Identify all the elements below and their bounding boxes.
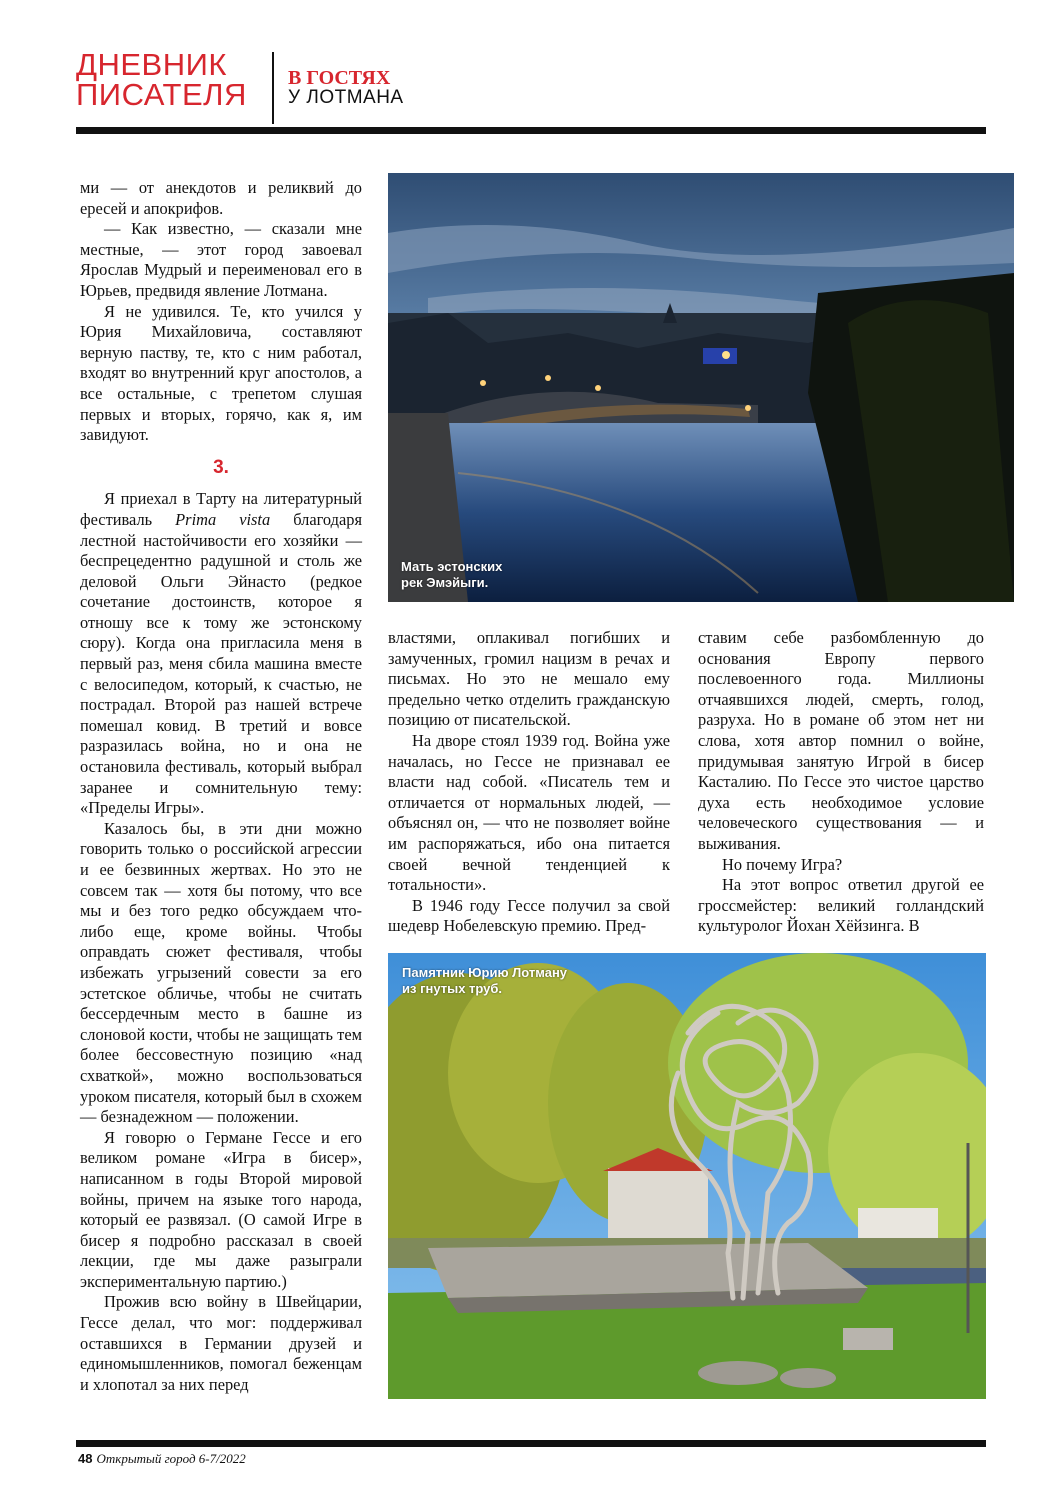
- photo-emajogi-river: [388, 173, 1014, 602]
- section-title-line1: ДНЕВНИК: [76, 47, 227, 82]
- caption-line: рек Эмэйыги.: [401, 575, 489, 590]
- paragraph: Казалось бы, в эти дни можно говорить только о российской агрессии и ее безвинных жертвах. Но это не совсем так — хотя бы потому, что все мы и без того редко обсуждаем что-либо еще, кроме войны. Чтобы оправдать сюжет фестиваля, чтобы избежать угрызений совести за его эстетское обличье, чтобы не считать бессердечным место в башне из слоновой кости, чтобы не защищать тем более бессовестную позицию «над схваткой», можно воспользоваться уроком писателя, который был в схожем — безнадежном — положении.: [80, 818, 362, 1127]
- top-rule: [76, 127, 986, 134]
- header-divider: [272, 52, 274, 124]
- paragraph: Я говорю о Германе Гессе и его великом романе «Игра в бисер», написанном в годы Второй мировой войны, причем на языке того народа, который ее развязал. (О самой Игре в бисер я подробно рассказал в своей лекции, где мы даже разыграли экспериментальную партию.): [80, 1127, 362, 1291]
- page-header: [76, 47, 986, 130]
- rubric-title: [288, 68, 404, 108]
- caption-line: Мать эстонских: [401, 559, 503, 574]
- paragraph: Я не удивился. Те, кто учился у Юрия Михайловича, составляют верную паству, те, кто с ним работал, входят во внутренний круг апостолов, а все остальные, с трепетом слушая первых и вторых, горячо, как я, им завидуют.: [80, 301, 362, 445]
- paragraph: [80, 489, 362, 819]
- section-number: 3.: [213, 456, 229, 478]
- paragraph: На дворе стоял 1939 год. Война уже началась, но Гессе не признавал ее власти над собой. «Писатель тем и отличается от нормальных людей, — объяснял он, — что не позволяет войне им распоряжаться, ибо она питается своей вечной тенденцией к тотальности».: [388, 730, 670, 895]
- photo-caption: [402, 965, 567, 997]
- article-column-3: [698, 628, 984, 937]
- article-column-1: [80, 178, 362, 1395]
- article-column-2: [388, 628, 670, 937]
- caption-line: Памятник Юрию Лотману: [402, 965, 568, 980]
- paragraph-text: благодаря лестной настойчивости его хозяйки — беспрецедентно радушной и столь же деловой Ольги Эйнасто (редкое сочетание достоинств, которое я отношу все к тому же эстонскому сюру). Когда она пригласила меня в первый раз, меня сбила машина вместе с велосипедом, который, к счастью, не пострадал. Второй раз нашей встрече помешал ковид. В третий и вовсе разразилась война, но и она не остановила фестиваль, который выбрал заранее и сомнительную тему: «Пределы Игры».: [80, 509, 362, 818]
- photo-caption: [401, 559, 502, 591]
- page-number: 48: [78, 1451, 93, 1466]
- paragraph: На этот вопрос ответил другой ее гроссмейстер: великий голландский культуролог Йохан Хёйзинга. В: [698, 875, 984, 936]
- page-footer: [78, 1451, 246, 1467]
- paragraph: — Как известно, — сказали мне местные, — этот город завоевал Ярослав Мудрый и переименовал его в Юрьев, предвидя явление Лотмана.: [80, 219, 362, 300]
- rubric-name: В ГОСТЯХ: [288, 67, 391, 89]
- bottom-rule: [76, 1440, 986, 1447]
- paragraph: В 1946 году Гессе получил за свой шедевр Нобелевскую премию. Пред-: [388, 895, 670, 936]
- magazine-issue: Открытый город 6-7/2022: [96, 1451, 246, 1466]
- section-title-line2: ПИСАТЕЛЯ: [76, 77, 247, 112]
- river-photo-image: [388, 173, 1014, 602]
- photo-lotman-monument: [388, 953, 986, 1399]
- section-title: [76, 47, 266, 112]
- paragraph: Прожив всю войну в Швейцарии, Гессе делал, что мог: поддерживал оставшихся в Германии друзей и единомышленников, помогал беженцам и хлопотал за них перед: [80, 1292, 362, 1394]
- caption-line: из гнутых труб.: [402, 981, 503, 996]
- rubric-subtitle: У ЛОТМАНА: [288, 87, 404, 108]
- paragraph: Но почему Игра?: [722, 854, 843, 874]
- paragraph: ми — от анекдотов и реликвий до ересей и апокрифов.: [80, 178, 362, 218]
- monument-photo-image: [388, 953, 986, 1399]
- festival-name: Prima vista: [175, 509, 271, 529]
- paragraph-text: Я приехал в Тарту на литературный фестиваль: [80, 489, 362, 529]
- paragraph: ставим себе разбомбленную до основания Европу первого послевоенного года. Миллионы отчаявшихся людей, смерть, голод, разруха. Но в романе об этом нет ни слова, хотя автор помнил о войне, придумывая занятую Игрой в бисер Касталию. По Гессе это чистое царство духа есть необходимое условие человеческого существования — и выживания.: [698, 628, 984, 853]
- paragraph: властями, оплакивал погибших и замученных, громил нацизм в речах и письмах. Но это не мешало ему предельно четко отделить гражданскую позицию от писательской.: [388, 628, 670, 730]
